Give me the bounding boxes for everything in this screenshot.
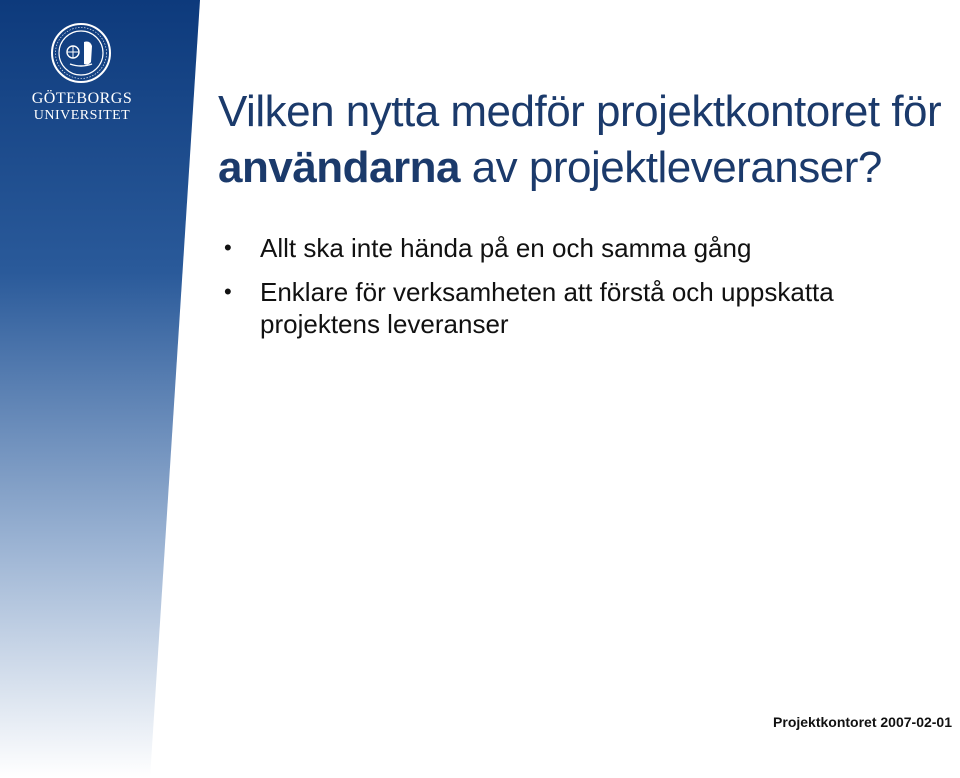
title-bold-word: användarna xyxy=(218,143,460,192)
university-seal-icon xyxy=(50,22,112,84)
bullet-item xyxy=(222,232,942,264)
bullet-marker: • xyxy=(224,279,232,304)
title-line2 xyxy=(218,140,948,196)
university-logo xyxy=(20,22,144,132)
slide-title xyxy=(218,84,948,196)
bullet-text: Enklare för verksamheten att förstå och uppskatta projektens leveranser xyxy=(260,277,834,339)
title-line1: Vilken nytta medför projektkontoret för xyxy=(218,87,942,136)
bullet-marker: • xyxy=(224,235,232,260)
footer-text: Projektkontoret 2007-02-01 xyxy=(773,714,952,730)
logo-text-line2: UNIVERSITET xyxy=(33,108,131,123)
bullet-list xyxy=(222,232,942,352)
title-rest: av projektleveranser? xyxy=(459,143,882,192)
bullet-text: Allt ska inte hända på en och samma gång xyxy=(260,233,752,263)
logo-text-line1: GÖTEBORGS xyxy=(31,90,133,107)
bullet-item xyxy=(222,276,942,340)
